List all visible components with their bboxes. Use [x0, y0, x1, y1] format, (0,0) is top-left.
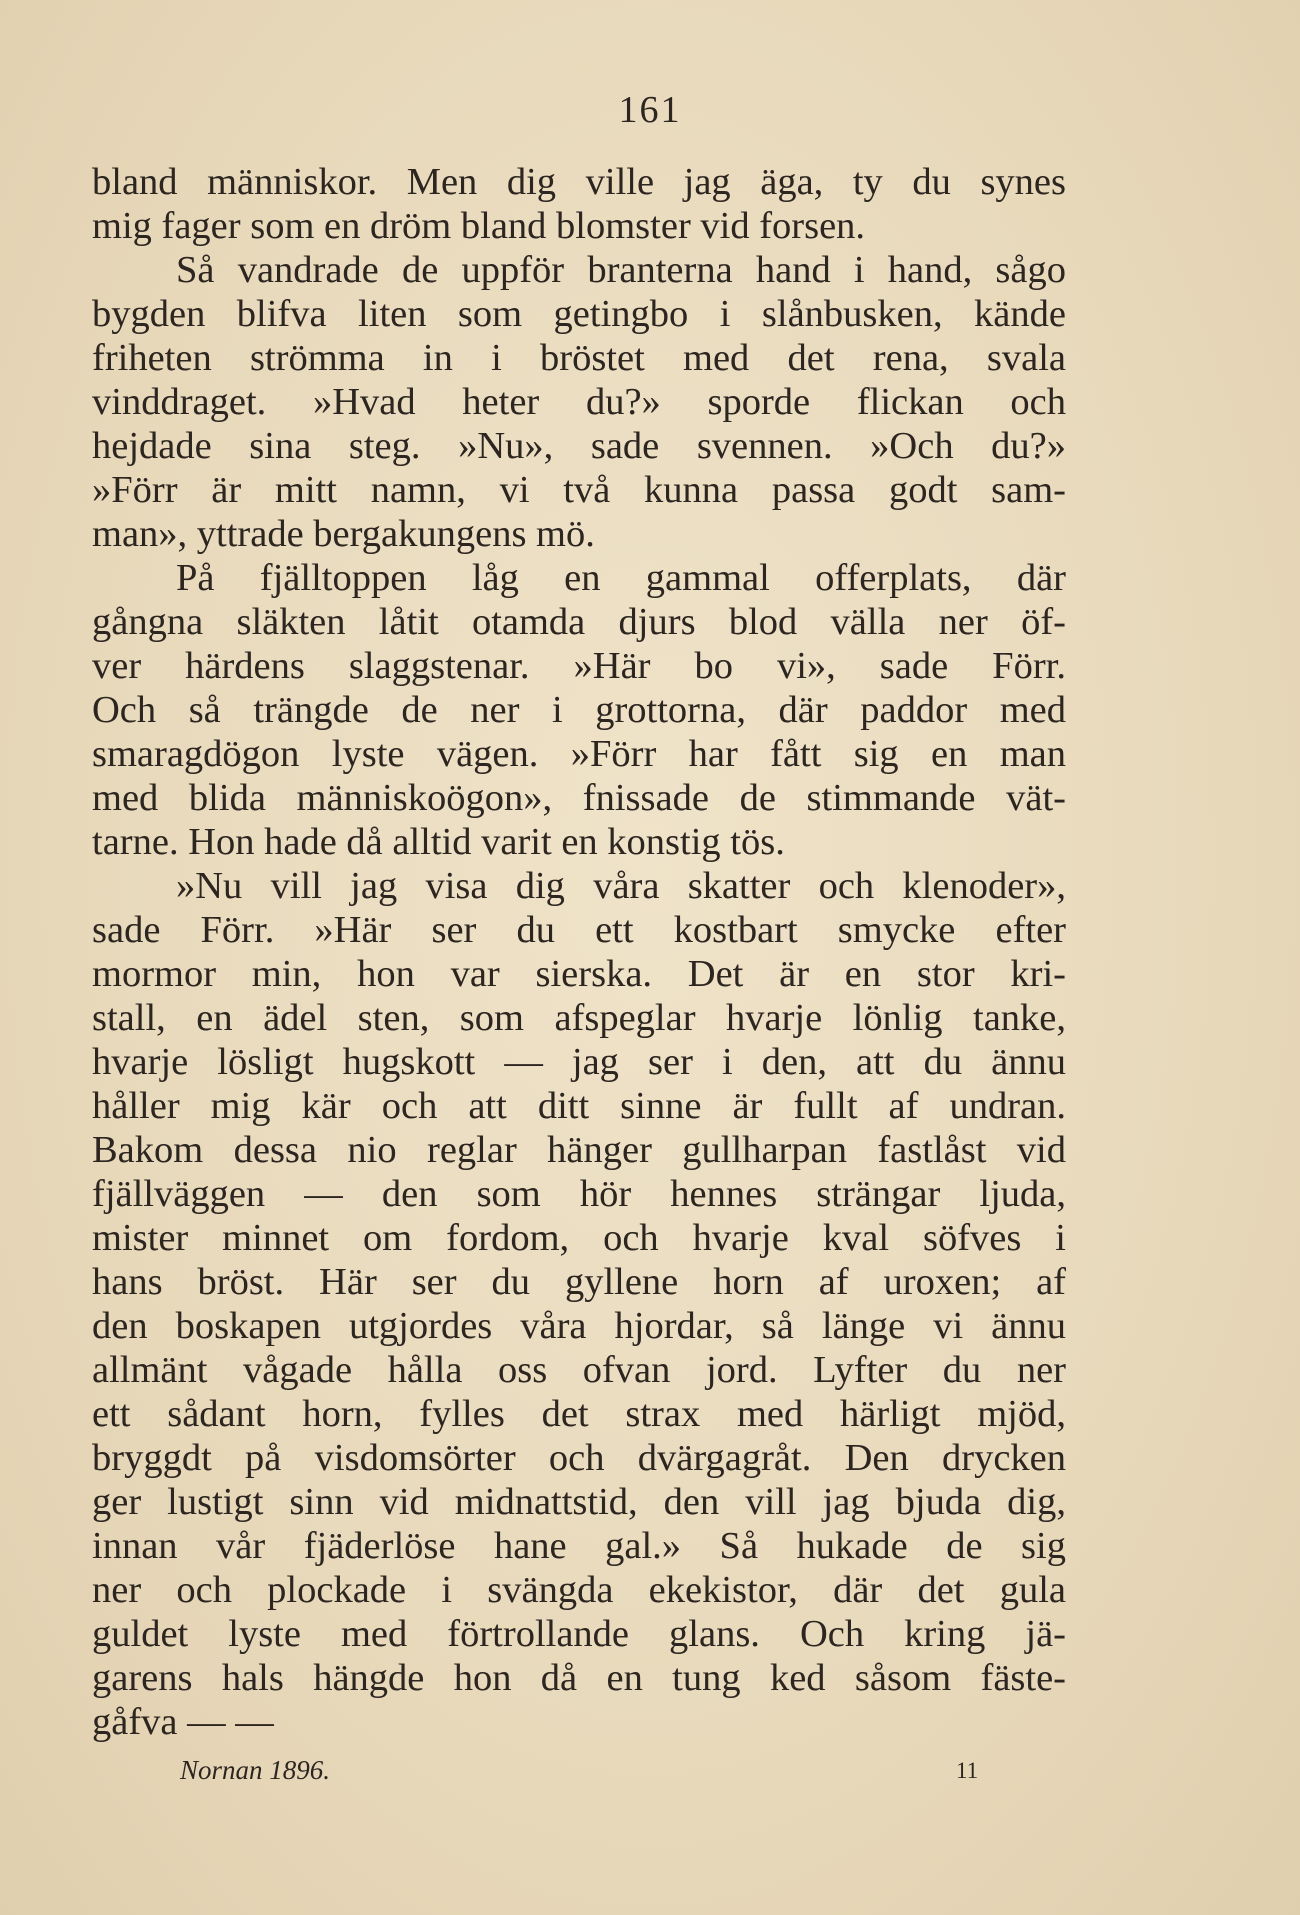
text-line: bland människor. Men dig ville jag äga, ty du synes	[92, 161, 1066, 203]
text-line: »Nu vill jag visa dig våra skatter och klenoder»,	[176, 865, 1066, 907]
text-line: man», yttrade bergakungens mö.	[92, 513, 595, 555]
text-line: »Förr är mitt namn, vi två kunna passa godt sam-	[92, 469, 1066, 511]
text-line: innan vår fjäderlöse hane gal.» Så hukade de sig	[92, 1525, 1066, 1567]
text-line: mig fager som en dröm bland blomster vid forsen.	[92, 205, 866, 247]
text-line: stall, en ädel sten, som afspeglar hvarje lönlig tanke,	[92, 997, 1066, 1039]
text-line: gångna släkten låtit otamda djurs blod välla ner öf-	[92, 601, 1066, 643]
text-line: hvarje lösligt hugskott — jag ser i den, att du ännu	[92, 1041, 1066, 1083]
signature-mark: 11	[956, 1758, 979, 1783]
text-line: Bakom dessa nio reglar hänger gullharpan fastlåst vid	[92, 1129, 1066, 1171]
text-line: smaragdögon lyste vägen. »Förr har fått sig en man	[92, 733, 1066, 775]
text-line: ver härdens slaggstenar. »Här bo vi», sade Förr.	[92, 645, 1066, 687]
text-line: mormor min, hon var sierska. Det är en stor kri-	[92, 953, 1066, 995]
page-footer	[0, 1755, 1300, 1795]
text-line: hans bröst. Här ser du gyllene horn af uroxen; af	[92, 1261, 1066, 1303]
text-line: ger lustigt sinn vid midnattstid, den vill jag bjuda dig,	[92, 1481, 1066, 1523]
text-line: vinddraget. »Hvad heter du?» sporde flickan och	[92, 381, 1066, 423]
text-line: sade Förr. »Här ser du ett kostbart smycke efter	[92, 909, 1066, 951]
footer-title: Nornan 1896.	[180, 1755, 331, 1785]
text-line: gåfva — —	[92, 1701, 274, 1743]
text-line: allmänt vågade hålla oss ofvan jord. Lyfter du ner	[92, 1349, 1066, 1391]
text-line: ett sådant horn, fylles det strax med härligt mjöd,	[92, 1393, 1066, 1435]
text-line: bryggdt på visdomsörter och dvärgagråt. Den drycken	[92, 1437, 1066, 1479]
text-line: Och så trängde de ner i grottorna, där paddor med	[92, 689, 1066, 731]
text-line: den boskapen utgjordes våra hjordar, så länge vi ännu	[92, 1305, 1066, 1347]
text-line: tarne. Hon hade då alltid varit en konstig tös.	[92, 821, 785, 863]
text-line: hejdade sina steg. »Nu», sade svennen. »Och du?»	[92, 425, 1066, 467]
text-line: mister minnet om fordom, och hvarje kval söfves i	[92, 1217, 1066, 1259]
text-line: håller mig kär och att ditt sinne är fullt af undran.	[92, 1085, 1066, 1127]
text-line: bygden blifva liten som getingbo i slånbusken, kände	[92, 293, 1066, 335]
text-line: garens hals hängde hon då en tung ked såsom fäste-	[92, 1657, 1066, 1699]
text-line: guldet lyste med förtrollande glans. Och kring jä-	[92, 1613, 1066, 1655]
text-line: ner och plockade i svängda ekekistor, där det gula	[92, 1569, 1066, 1611]
text-line: På fjälltoppen låg en gammal offerplats, där	[176, 557, 1066, 599]
body-text	[92, 160, 1066, 1744]
page-number: 161	[618, 89, 682, 131]
text-line: med blida människoögon», fnissade de stimmande vät-	[92, 777, 1066, 819]
text-line: fjällväggen — den som hör hennes strängar ljuda,	[92, 1173, 1066, 1215]
text-line: Så vandrade de uppför branterna hand i hand, sågo	[176, 249, 1066, 291]
text-line: friheten strömma in i bröstet med det rena, svala	[92, 337, 1066, 379]
